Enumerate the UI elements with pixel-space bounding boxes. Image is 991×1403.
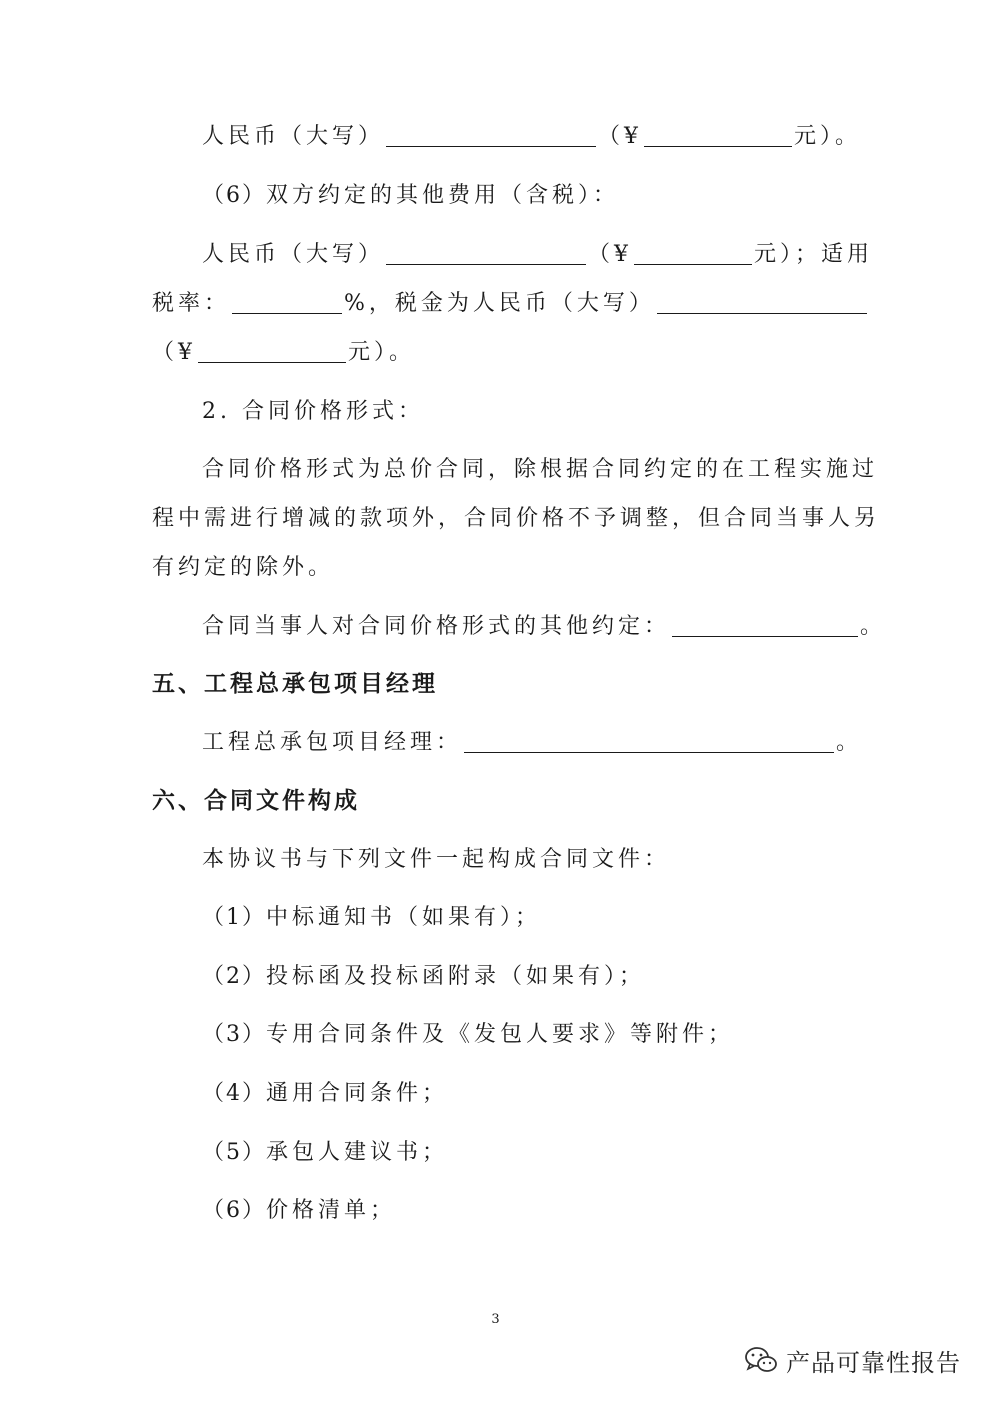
document-list-item (202, 1020, 734, 1050)
blank-underline (464, 730, 834, 753)
item-text: 通用合同条件； (266, 1081, 449, 1106)
item-text: 专用合同条件及《发包人要求》等附件； (266, 1022, 735, 1047)
section-heading-6: 六、合同文件构成 (152, 788, 360, 814)
tax-rate-line (152, 289, 869, 319)
period: 。 (860, 614, 887, 639)
other-agreement-line (202, 612, 886, 642)
documents-intro: 本协议书与下列文件一起构成合同文件： (202, 847, 671, 872)
item-text: 投标函及投标函附录（如果有）； (266, 964, 646, 989)
blank-underline (644, 124, 792, 147)
page-number: 3 (491, 1312, 500, 1327)
other-agreement-label: 合同当事人对合同价格形式的其他约定： (202, 614, 671, 639)
paragraph-line: 有约定的除外。 (152, 555, 335, 580)
paragraph-line: 程中需进行增减的款项外，合同价格不予调整，但合同当事人另 (152, 506, 881, 531)
blank-underline (232, 291, 342, 314)
document-list-item (202, 962, 645, 992)
tax-rate-label: 税率： (152, 291, 231, 316)
section-heading-5: 五、工程总承包项目经理 (152, 671, 438, 697)
rmb-label: 人民币（大写） (202, 124, 385, 149)
paragraph-line: 合同价格形式为总价合同，除根据合同约定的在工程实施过 (202, 457, 879, 482)
rmb-amount-line-1 (202, 122, 861, 152)
item-number: （4） (202, 1081, 266, 1106)
contract-price-form-heading: 2. 合同价格形式： (202, 399, 424, 424)
rmb-amount-line-2 (202, 240, 873, 270)
blank-underline (198, 340, 346, 363)
document-list-item (202, 903, 541, 933)
yuan-label: 元）。 (348, 340, 416, 365)
document-list-item (202, 1079, 448, 1109)
watermark (744, 1342, 961, 1378)
item-text: 中标通知书（如果有）； (266, 905, 542, 930)
yuan-label: 元）；适用 (754, 242, 874, 267)
document-list-item (202, 1138, 448, 1168)
item-number: （1） (202, 905, 266, 930)
item-number: （6） (202, 1198, 266, 1223)
item-text: 双方约定的其他费用（含税）： (266, 183, 620, 208)
other-fees-line (202, 181, 619, 211)
blank-underline (672, 614, 858, 637)
item-number: （5） (202, 1140, 266, 1165)
yuan-label: 元）。 (794, 124, 862, 149)
yen-label: （¥ (598, 124, 643, 149)
document-list-item (202, 1196, 396, 1226)
item-number: （3） (202, 1022, 266, 1047)
tax-amount-label: %，税金为人民币（大写） (344, 291, 655, 316)
yen-label: （¥ (152, 340, 196, 365)
item-text: 承包人建议书； (266, 1140, 449, 1165)
project-manager-line (202, 728, 862, 758)
watermark-text: 产品可靠性报告 (786, 1348, 961, 1377)
wechat-icon (744, 1345, 778, 1375)
period: 。 (836, 730, 863, 755)
blank-underline (386, 124, 596, 147)
project-manager-label: 工程总承包项目经理： (202, 730, 463, 755)
blank-underline (657, 291, 867, 314)
blank-underline (634, 242, 752, 265)
rmb-label: 人民币（大写） (202, 242, 385, 267)
item-number: （6） (202, 183, 266, 208)
yen-amount-line (152, 338, 415, 368)
item-text: 价格清单； (266, 1198, 397, 1223)
yen-label: （¥ (588, 242, 633, 267)
blank-underline (386, 242, 586, 265)
item-number: （2） (202, 964, 266, 989)
